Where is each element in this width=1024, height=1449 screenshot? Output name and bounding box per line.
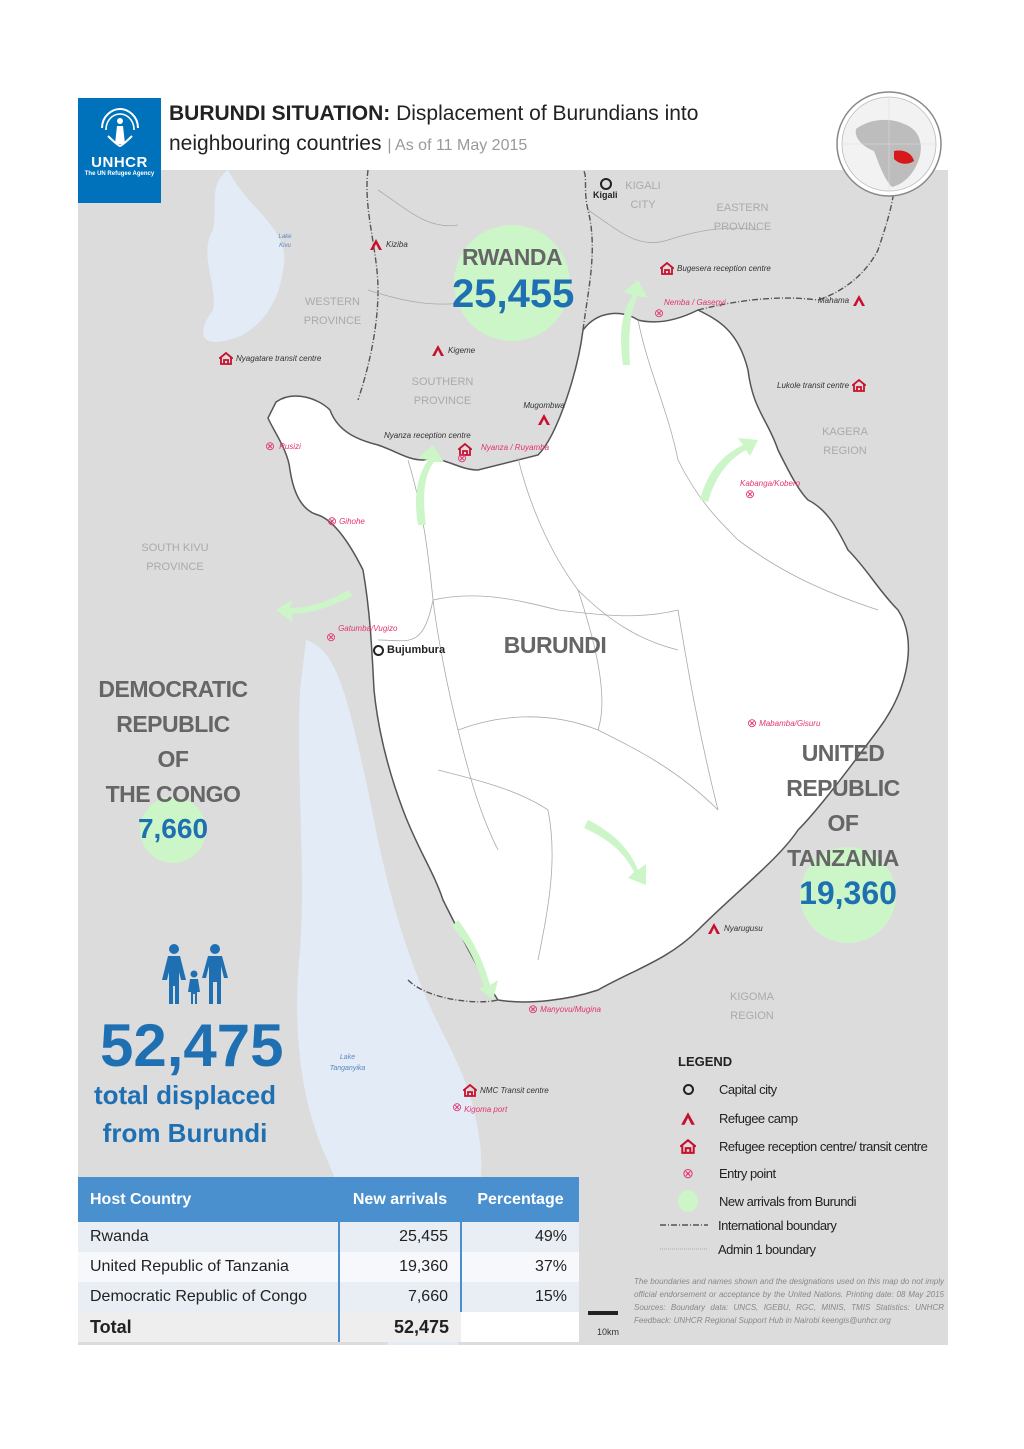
entry-point-icon: ⊗ [327, 514, 338, 528]
tz-line2: REPUBLIC OF [786, 775, 900, 836]
entry-point-icon: ⊗ [265, 439, 276, 453]
col-host-country: Host Country [78, 1177, 339, 1222]
entry-kabanga [740, 479, 800, 500]
entry-label: Rusizi [279, 441, 301, 451]
refugee-camp-icon [678, 1108, 698, 1128]
reception-centre-icon [852, 379, 866, 392]
legend-label: Refugee camp [719, 1110, 798, 1126]
total-displaced-caption [90, 1076, 280, 1152]
table-row [78, 1252, 579, 1282]
reception-centre-icon [219, 352, 233, 365]
refugee-camp-icon [369, 238, 383, 251]
drc-line2: REPUBLIC OF [116, 711, 230, 772]
legend-label: Capital city [719, 1081, 777, 1097]
logo-name: UNHCR [91, 154, 148, 171]
legend-label: Admin 1 boundary [718, 1241, 816, 1257]
legend-item-intl-boundary [660, 1214, 836, 1236]
title-bold: BURUNDI SITUATION: [169, 102, 391, 125]
reception-nyagatare [219, 352, 321, 365]
camp-label: Kiziba [386, 240, 408, 249]
region-kigoma-2: REGION [730, 1010, 774, 1022]
legend-item-camp [678, 1107, 798, 1129]
capital-icon [600, 178, 612, 190]
region-kagera [805, 423, 885, 461]
footnote: The boundaries and names shown and the designations used on this map do not imply official endorsement or acceptance by the United Nations. Printing date: 08 May 2015 Sources: Boundary data: UNCS, IGEBU, RGC, MINIS, TMIS Statistics: UNHCR Feedback: UNHCR Regional Support Hub in Nairobi keengis@unhcr.org [634, 1277, 944, 1325]
entry-kigoma-port [452, 1099, 507, 1114]
rwanda-arrivals: 25,455 [452, 272, 575, 316]
country-label-drc [98, 672, 248, 812]
page-title [169, 99, 698, 161]
cell-arrivals: 19,360 [339, 1252, 461, 1282]
region-kigali-1: KIGALI [625, 180, 661, 192]
capital-kigali [593, 178, 618, 200]
legend-item-reception [678, 1135, 927, 1157]
total-caption-line1: total displaced [93, 1080, 277, 1110]
region-western [290, 293, 375, 331]
col-new-arrivals: New arrivals [339, 1177, 461, 1222]
legend-item-admin-boundary [660, 1238, 816, 1260]
entry-label: Nemba / Gasenyi [664, 298, 726, 307]
reception-label: Bugesera reception centre [677, 264, 771, 273]
region-kagera-1: KAGERA [822, 426, 868, 438]
country-label-tanzania [768, 736, 918, 876]
drc-line3: THE CONGO [105, 781, 241, 807]
reception-label: Lukole transit centre [777, 381, 850, 390]
region-eastern-2: PROVINCE [713, 221, 772, 233]
lake-tanganyika-label [320, 1052, 375, 1074]
entry-gatumba [326, 624, 398, 644]
camp-label: Nyarugusu [724, 924, 763, 933]
cell-percentage: 49% [461, 1222, 579, 1252]
country-label-rwanda: RWANDA [462, 244, 563, 270]
entry-point-icon: ⊗ [682, 1164, 694, 1181]
entry-point-icon: ⊗ [452, 1099, 463, 1114]
arrivals-table [78, 1177, 579, 1342]
region-southern [400, 373, 485, 411]
entry-label: Gihohe [339, 516, 365, 526]
legend-item-entry [678, 1162, 776, 1184]
entry-rusizi [265, 439, 301, 453]
lake-kivu-1: Lake [278, 234, 292, 240]
entry-manyovu [528, 1002, 601, 1016]
legend-label: New arrivals from Burundi [719, 1193, 857, 1209]
tz-line1: UNITED [801, 740, 885, 766]
lake-kivu-label [270, 233, 300, 251]
region-western-1: WESTERN [305, 296, 360, 308]
drc-line1: DEMOCRATIC [98, 676, 248, 702]
entry-point-icon: ⊗ [457, 451, 468, 465]
people-icon [160, 944, 232, 1006]
drc-arrivals: 7,660 [137, 813, 209, 844]
entry-label: Kabanga/Kobero [740, 479, 801, 488]
entry-label: Mabamba/Gisuru [759, 718, 821, 728]
tanzania-arrivals: 19,360 [799, 875, 897, 911]
col-percentage: Percentage [461, 1177, 579, 1222]
entry-point-icon: ⊗ [745, 487, 756, 501]
region-south-kivu-2: PROVINCE [146, 561, 204, 573]
region-southern-1: SOUTHERN [411, 376, 474, 388]
lake-tanganyika-1: Lake [339, 1054, 356, 1061]
camp-label: Mugombwa [523, 401, 565, 410]
region-kigali-2: CITY [630, 199, 656, 211]
region-kigali-city [618, 177, 668, 215]
reception-label: NMC Transit centre [480, 1086, 549, 1095]
capital-icon [373, 645, 384, 656]
refugee-camp-icon [707, 922, 721, 935]
total-caption-line2: from Burundi [102, 1118, 268, 1148]
reception-nyanza [384, 431, 471, 440]
cell-total-label: Total [78, 1312, 339, 1342]
scale-bar [588, 1311, 618, 1315]
intl-boundary-line-icon [660, 1215, 708, 1235]
legend-label: Refugee reception centre/ transit centre [719, 1138, 928, 1154]
table-row [78, 1222, 579, 1252]
burundi-label: BURUNDI [503, 632, 607, 658]
arrivals-circle-icon [678, 1191, 698, 1211]
cell-country: Rwanda [78, 1222, 339, 1252]
entry-label: Kigoma port [464, 1105, 508, 1114]
scale-label: 10km [597, 1327, 620, 1337]
cell-arrivals: 7,660 [339, 1282, 461, 1312]
entry-mabamba [747, 716, 820, 730]
capital-kigali-label: Kigali [593, 190, 618, 200]
legend-title: LEGEND [678, 1054, 733, 1069]
entry-label: Gatumba/Vugizo [338, 624, 398, 633]
capital-bujumbura-label: Bujumbura [387, 644, 446, 656]
camp-label: Mahama [818, 296, 850, 305]
legend-item-arrivals [678, 1190, 856, 1212]
camp-kigeme [431, 344, 475, 357]
tz-line3: TANZANIA [787, 845, 899, 871]
entry-gihohe [327, 514, 365, 528]
reception-label: Nyagatare transit centre [236, 354, 322, 363]
region-kigoma [712, 988, 792, 1026]
camp-label: Kigeme [448, 346, 476, 355]
cell-total-empty [461, 1312, 579, 1342]
cell-country: United Republic of Tanzania [78, 1252, 339, 1282]
total-displaced-value: 52,475 [100, 1012, 284, 1079]
table-row [78, 1282, 579, 1312]
camp-kiziba [369, 238, 408, 251]
lake-tanganyika-2: Tanganyika [329, 1065, 366, 1072]
cell-total-value: 52,475 [339, 1312, 461, 1342]
refugee-camp-icon [431, 344, 445, 357]
region-south-kivu-1: SOUTH KIVU [141, 542, 209, 554]
cell-percentage: 37% [461, 1252, 579, 1282]
reception-nmc [463, 1084, 549, 1097]
region-eastern-1: EASTERN [716, 202, 769, 214]
unhcr-logo [78, 98, 161, 203]
legend-label: International boundary [718, 1217, 837, 1233]
country-label-burundi [500, 628, 610, 663]
title-line2: neighbouring countries [169, 132, 382, 155]
entry-nyanza-lac [457, 443, 550, 465]
entry-point-icon: ⊗ [654, 306, 665, 320]
region-southern-2: PROVINCE [413, 395, 472, 407]
capital-bujumbura [373, 644, 445, 656]
entry-label: Manyovu/Mugina [540, 1004, 601, 1014]
region-kagera-2: REGION [823, 445, 867, 457]
entry-point-icon: ⊗ [326, 630, 337, 644]
legend-label: Entry point [719, 1165, 776, 1181]
cell-arrivals: 25,455 [339, 1222, 461, 1252]
title-rest: Displacement of Burundians into [390, 102, 699, 125]
reception-centre-icon [660, 262, 674, 275]
lake-kivu-2: Kivu [279, 243, 291, 249]
table-header-row [78, 1177, 579, 1222]
reception-centre-icon [463, 1084, 477, 1097]
entry-label: Nyanza / Ruyamba [481, 443, 550, 452]
table-total-row [78, 1312, 579, 1342]
admin-boundary-line-icon [660, 1239, 708, 1259]
entry-point-icon: ⊗ [747, 716, 758, 730]
camp-mugombwa [514, 401, 574, 428]
camp-nyarugusu [707, 922, 763, 935]
date-label: | As of 11 May 2015 [387, 137, 528, 154]
cell-percentage: 15% [461, 1282, 579, 1312]
reception-bugesera [660, 262, 771, 275]
refugee-camp-icon [852, 294, 866, 307]
reception-label: Nyanza reception centre [384, 431, 471, 440]
region-south-kivu [130, 539, 220, 577]
entry-point-icon: ⊗ [528, 1002, 539, 1016]
reception-centre-icon [678, 1136, 698, 1156]
legend-item-capital [678, 1078, 777, 1100]
unhcr-emblem-icon [96, 106, 144, 150]
region-western-2: PROVINCE [303, 315, 362, 327]
camp-mahama [818, 294, 866, 307]
cell-country: Democratic Republic of Congo [78, 1282, 339, 1312]
globe-inset [834, 89, 944, 199]
logo-subtitle: The UN Refugee Agency [84, 171, 155, 177]
entry-nemba [654, 298, 726, 319]
region-eastern [700, 199, 785, 237]
capital-icon [678, 1079, 698, 1099]
reception-lukole [777, 379, 866, 392]
region-kigoma-1: KIGOMA [729, 991, 774, 1003]
refugee-camp-icon [537, 413, 551, 426]
